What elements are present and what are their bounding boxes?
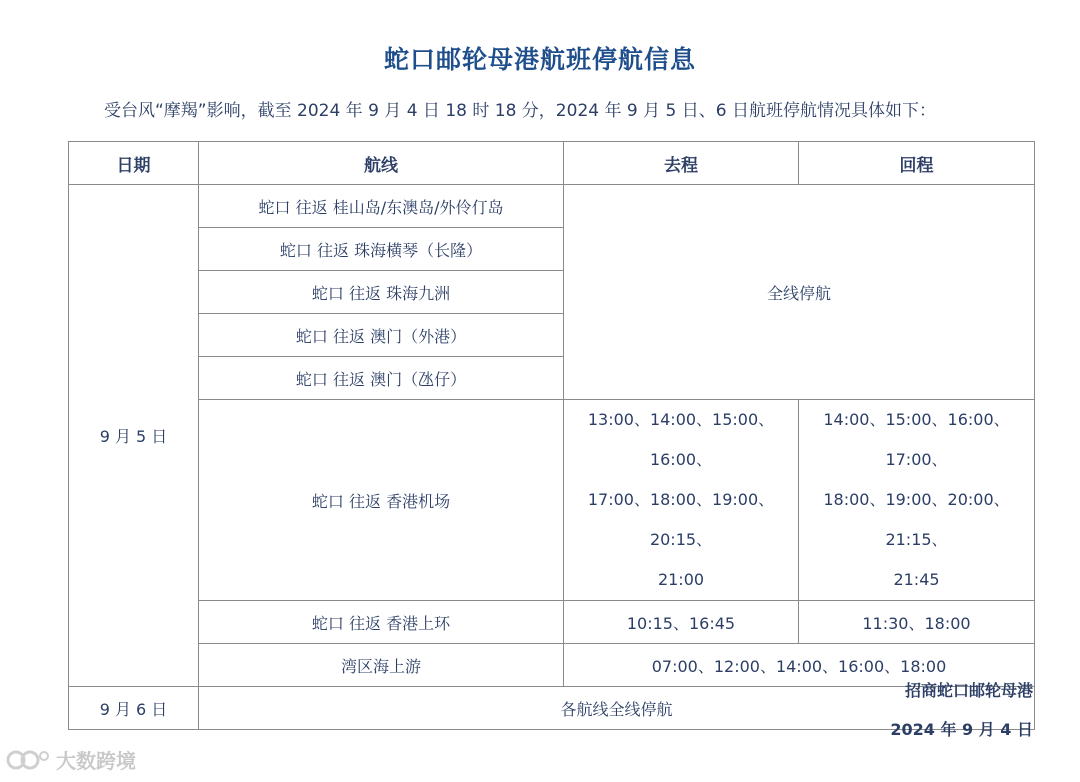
page-title: 蛇口邮轮母港航班停航信息: [383, 45, 696, 74]
table-row: [69, 601, 1035, 644]
route-cell: 蛇口 往返 桂山岛/东澳岛/外伶仃岛: [199, 185, 564, 228]
time-line: 21:00: [657, 570, 705, 589]
route-cell: 蛇口 往返 珠海横琴（长隆）: [199, 228, 564, 271]
table-header-row: [69, 142, 1035, 185]
route-cell: 蛇口 往返 珠海九洲: [199, 271, 564, 314]
route-cell: 湾区海上游: [199, 644, 564, 687]
route-cell: 蛇口 往返 香港上环: [199, 601, 564, 644]
time-line: 18:00、19:00、20:00、21:15、: [823, 490, 1010, 549]
route-cell: 蛇口 往返 澳门（外港）: [199, 314, 564, 357]
intro-text: 受台风“摩羯”影响，截至 2024 年 9 月 4 日 18 时 18 分，2024 年 9 月 5 日、6 日航班停航情况具体如下：: [104, 101, 936, 121]
bay-tour-times-cell: 07:00、12:00、14:00、16:00、18:00: [564, 644, 1035, 687]
time-line: 17:00、18:00、19:00、20:15、: [587, 490, 775, 549]
table-row: [69, 185, 1035, 228]
time-line: 13:00、14:00、15:00、16:00、: [587, 410, 775, 469]
watermark-logo-icon: [6, 746, 50, 774]
header-outbound: 去程: [564, 142, 799, 185]
return-times-cell: 11:30、18:00: [799, 601, 1035, 644]
date-cell-sep5: 9 月 5 日: [69, 185, 199, 687]
header-date: 日期: [69, 142, 199, 185]
issuer-signature: 招商蛇口邮轮母港: [904, 681, 1033, 700]
time-line: 14:00、15:00、16:00、17:00、: [823, 410, 1010, 469]
table-row: [69, 400, 1035, 601]
issue-date: 2024 年 9 月 4 日: [890, 720, 1033, 739]
date-cell-sep6: 9 月 6 日: [69, 687, 199, 730]
header-return: 回程: [799, 142, 1035, 185]
watermark-text: 大数跨境: [56, 749, 136, 773]
return-times-cell: [799, 400, 1035, 601]
route-cell: 蛇口 往返 澳门（氹仔）: [199, 357, 564, 400]
watermark: [6, 745, 136, 774]
status-cell-suspended: 全线停航: [564, 185, 1035, 400]
outbound-times-cell: 10:15、16:45: [564, 601, 799, 644]
outbound-times-cell: [564, 400, 799, 601]
header-route: 航线: [199, 142, 564, 185]
table-row: [69, 644, 1035, 687]
suspension-table: [68, 141, 1035, 730]
time-line: 21:45: [893, 570, 940, 589]
route-cell: 蛇口 往返 香港机场: [199, 400, 564, 601]
status-cell-all-suspended: 各航线全线停航: [199, 687, 1035, 730]
